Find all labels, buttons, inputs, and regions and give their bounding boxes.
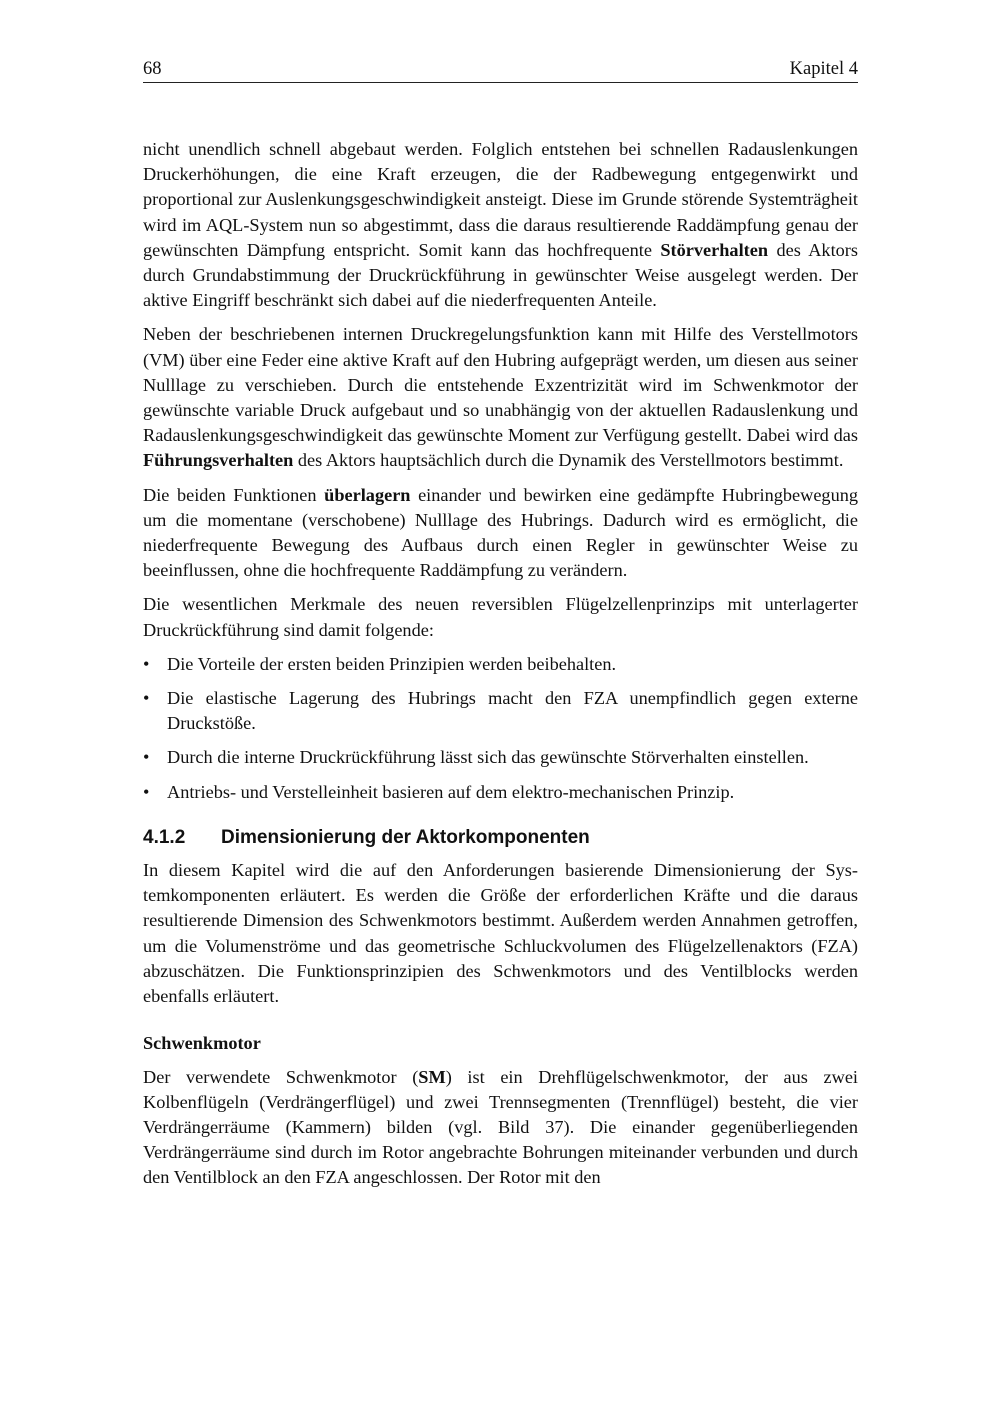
list-item bbox=[143, 652, 858, 677]
subsection-heading: Schwenkmotor bbox=[143, 1033, 261, 1054]
running-header bbox=[143, 50, 858, 83]
section-title: Dimensionierung der Aktorkomponenten bbox=[221, 826, 590, 848]
subsection-paragraph bbox=[143, 1065, 858, 1191]
document-page bbox=[143, 50, 858, 1200]
list-item bbox=[143, 780, 858, 805]
list-item bbox=[143, 686, 858, 736]
bullet-icon: • bbox=[143, 653, 150, 674]
paragraph-3-text-c: einander und bewirken eine gedämpfte Hubringbewegung um die momentane (verschobene) Nulllage des Hubrings. Dadurch wird es ermöglicht, die niederfrequente Bewegung des Aufbaus durch einen Regler in gewünschter Weise zu beeinflussen, ohne die hochfrequente Raddämpfung zu verändern. bbox=[143, 484, 858, 581]
paragraph-1-text-c: des Aktors durch Grundabstimmung der Druckrückführung in gewünschter Weise ausgelegt werden. Der aktive Eingriff beschränkt sich dabei auf die niederfrequenten Anteile. bbox=[143, 239, 858, 311]
page-number: 68 bbox=[143, 58, 162, 79]
paragraph-2-bold-term: Führungsverhalten bbox=[143, 450, 294, 471]
section-heading bbox=[143, 825, 858, 850]
list-item-text: Die Vorteile der ersten beiden Prinzipien werden beibehalten. bbox=[167, 653, 617, 674]
chapter-label: Kapitel 4 bbox=[789, 58, 858, 79]
paragraph-2 bbox=[143, 322, 858, 473]
subsection-text-c: ) ist ein Drehflügelschwenkmotor, der aus zwei Kolbenflügeln (Verdrängerflügel) und zwei Trennsegmenten (Trennflügel) besteht, die vier Verdrängerräume (Kammern) bilden (vgl. Bild 37). Die einander gegenüberliegenden Verdrängerräume sind durch im Rotor angebrachte Bohrungen miteinander verbunden und durch den Ventilblock an den FZA angeschlossen. Der Rotor mit den bbox=[143, 1066, 859, 1188]
paragraph-2-text-a: Neben der beschriebenen internen Druckregelungsfunktion kann mit Hilfe des Verstellmotors (VM) über eine Feder eine aktive Kraft auf den Hubring aufgeprägt werden, um diesen aus seiner Nulllage zu verschieben. Durch die entstehende Exzentrizität wird im Schwenkmotor der gewünschte variable Druck aufgebaut und so unabhängig von der aktuellen Radauslenkung und Radauslenkungsgeschwindigkeit das gewünschte Moment zur Verfügung gestellt. Dabei wird das bbox=[143, 324, 858, 446]
section-number: 4.1.2 bbox=[143, 826, 186, 848]
paragraph-1-text-a: nicht unendlich schnell abgebaut werden. Folglich entstehen bei schnellen Radauslenkungen Druckerhöhungen, die eine Kraft erzeugen, die der Radbewegung entgegenwirkt und proportional zur Auslenkungsgeschwindigkeit ansteigt. Diese im Grunde störende Systemträgheit wird im AQL-System nun so abgestimmt, dass die daraus resultierende Raddämpfung genau der gewünschten Dämpfung entspricht. Somit kann das hochfrequente bbox=[143, 139, 858, 260]
section-intro-paragraph: In diesem Kapitel wird die auf den Anforderungen basierende Dimensionierung der Systemkomponenten erläutert. Es werden die Größe der erforderlichen Kräfte und die daraus resultierende Dimension des Schwenkmotors bestimmt. Außerdem werden Annahmen getroffen, um die Volumenströme und das geometrische Schluckvolumen des Flügelzellenaktors (FZA) abzuschätzen. Die Funktionsprinzipien des Schwenkmotors und des Ventilblocks werden ebenfalls erläutert. bbox=[143, 860, 858, 1007]
bullet-icon: • bbox=[143, 688, 150, 709]
bullet-icon: • bbox=[143, 781, 150, 802]
bullet-icon: • bbox=[143, 747, 150, 768]
paragraph-1-bold-term: Störverhalten bbox=[660, 239, 769, 260]
paragraph-3-text-a: Die beiden Funktionen bbox=[143, 484, 325, 505]
paragraph-3-bold-term: überlagern bbox=[324, 484, 411, 505]
subsection-text-a: Der verwendete Schwenkmotor ( bbox=[143, 1066, 419, 1087]
body-text bbox=[143, 137, 858, 1191]
paragraph-4: Die wesentlichen Merkmale des neuen reversiblen Flügelzellenprinzips mit unterlagerter Druckrückführung sind damit folgende: bbox=[143, 594, 858, 640]
list-item-text: Die elastische Lagerung des Hubrings macht den FZA unempfindlich gegen externe Druckstöße. bbox=[167, 688, 858, 734]
paragraph-2-text-c: des Aktors hauptsächlich durch die Dynamik des Verstellmotors bestimmt. bbox=[293, 450, 844, 471]
feature-list bbox=[143, 652, 858, 805]
paragraph-1 bbox=[143, 137, 858, 313]
subsection-bold-term: SM bbox=[418, 1066, 446, 1087]
paragraph-3 bbox=[143, 483, 858, 584]
list-item-text: Antriebs- und Verstelleinheit basieren auf dem elektro-mechanischen Prinzip. bbox=[167, 781, 735, 802]
list-item bbox=[143, 745, 858, 770]
list-item-text: Durch die interne Druckrückführung lässt sich das gewünschte Störverhalten einstellen. bbox=[167, 747, 809, 768]
